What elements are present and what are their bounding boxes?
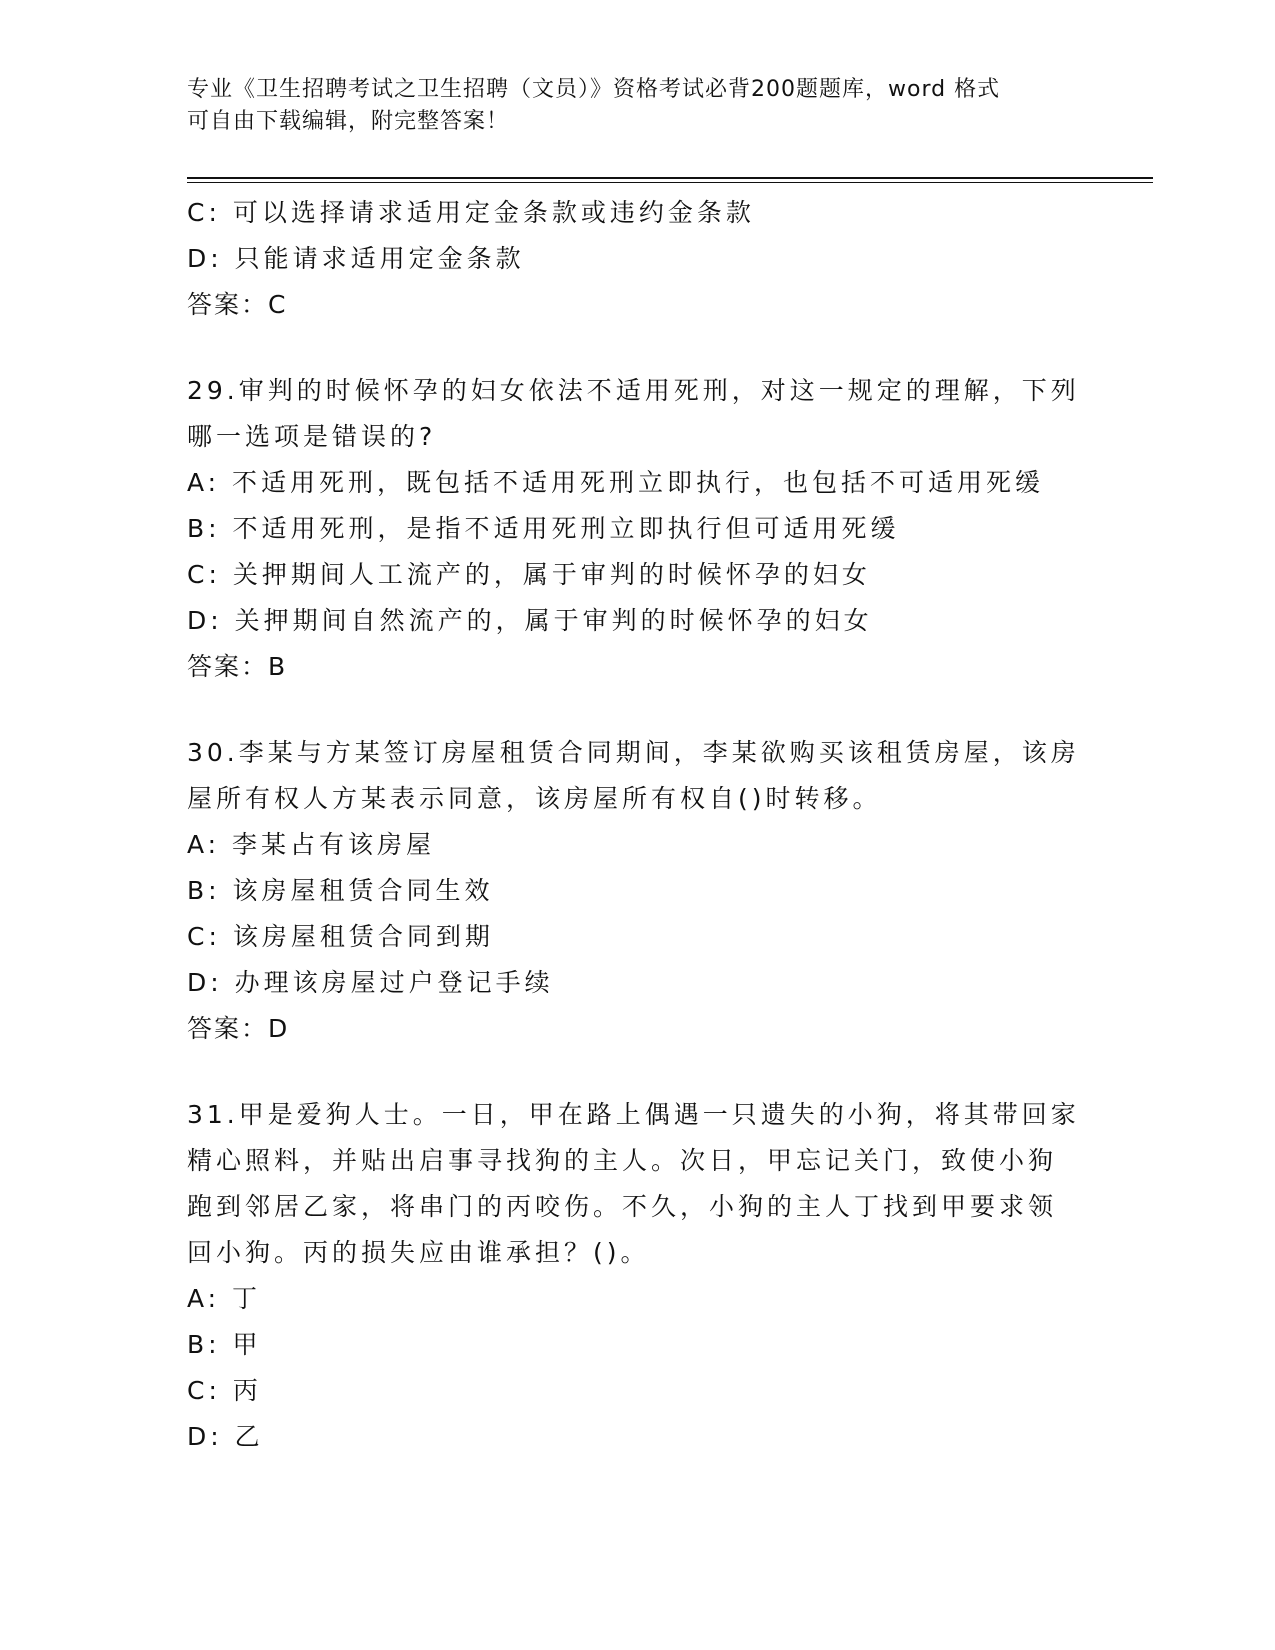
option-d: D: 关押期间自然流产的，属于审判的时候怀孕的妇女 xyxy=(187,606,873,635)
option-a: A: 李某占有该房屋 xyxy=(187,830,436,859)
option-d: D: 办理该房屋过户登记手续 xyxy=(187,968,554,997)
question-text-line: 哪一选项是错误的? xyxy=(187,422,437,451)
document-body xyxy=(187,190,1087,1460)
option-a: A: 不适用死刑，既包括不适用死刑立即执行，也包括不可适用死缓 xyxy=(187,468,1045,497)
spacer xyxy=(187,690,1087,730)
question-text-line: 回小狗。丙的损失应由谁承担？()。 xyxy=(187,1238,650,1267)
option-d: D: 只能请求适用定金条款 xyxy=(187,244,525,273)
header-divider-thick xyxy=(187,177,1153,179)
option-c: C: 关押期间人工流产的，属于审判的时候怀孕的妇女 xyxy=(187,560,871,589)
option-b: B: 甲 xyxy=(187,1330,262,1359)
question-text-line: 29.审判的时候怀孕的妇女依法不适用死刑，对这一规定的理解，下列 xyxy=(187,376,1080,405)
answer-line: 答案：D xyxy=(187,1014,290,1043)
option-a: A: 丁 xyxy=(187,1284,262,1313)
option-b: B: 该房屋租赁合同生效 xyxy=(187,876,494,905)
question-text-line: 30.李某与方某签订房屋租赁合同期间，李某欲购买该租赁房屋，该房 xyxy=(187,738,1080,767)
header-title-line-1: 专业《卫生招聘考试之卫生招聘（文员）》资格考试必背200题题库，word 格式 xyxy=(187,77,1001,102)
option-d: D: 乙 xyxy=(187,1422,264,1451)
page-header xyxy=(187,74,1067,138)
question-31 xyxy=(187,1092,1087,1460)
header-title-line-2: 可自由下载编辑，附完整答案！ xyxy=(187,109,510,134)
question-text-line: 跑到邻居乙家，将串门的丙咬伤。不久，小狗的主人丁找到甲要求领 xyxy=(187,1192,1058,1221)
question-text-line: 31.甲是爱狗人士。一日，甲在路上偶遇一只遗失的小狗，将其带回家 xyxy=(187,1100,1080,1129)
header-divider-thin xyxy=(187,182,1153,183)
spacer xyxy=(187,328,1087,368)
option-c: C: 可以选择请求适用定金条款或违约金条款 xyxy=(187,198,755,227)
question-30 xyxy=(187,730,1087,1052)
option-c: C: 该房屋租赁合同到期 xyxy=(187,922,494,951)
question-28-tail xyxy=(187,190,1087,328)
question-29 xyxy=(187,368,1087,690)
answer-line: 答案：B xyxy=(187,652,288,681)
question-text-line: 屋所有权人方某表示同意，该房屋所有权自()时转移。 xyxy=(187,784,882,813)
spacer xyxy=(187,1052,1087,1092)
option-b: B: 不适用死刑，是指不适用死刑立即执行但可适用死缓 xyxy=(187,514,900,543)
option-c: C: 丙 xyxy=(187,1376,262,1405)
answer-line: 答案：C xyxy=(187,290,288,319)
question-text-line: 精心照料，并贴出启事寻找狗的主人。次日，甲忘记关门，致使小狗 xyxy=(187,1146,1058,1175)
